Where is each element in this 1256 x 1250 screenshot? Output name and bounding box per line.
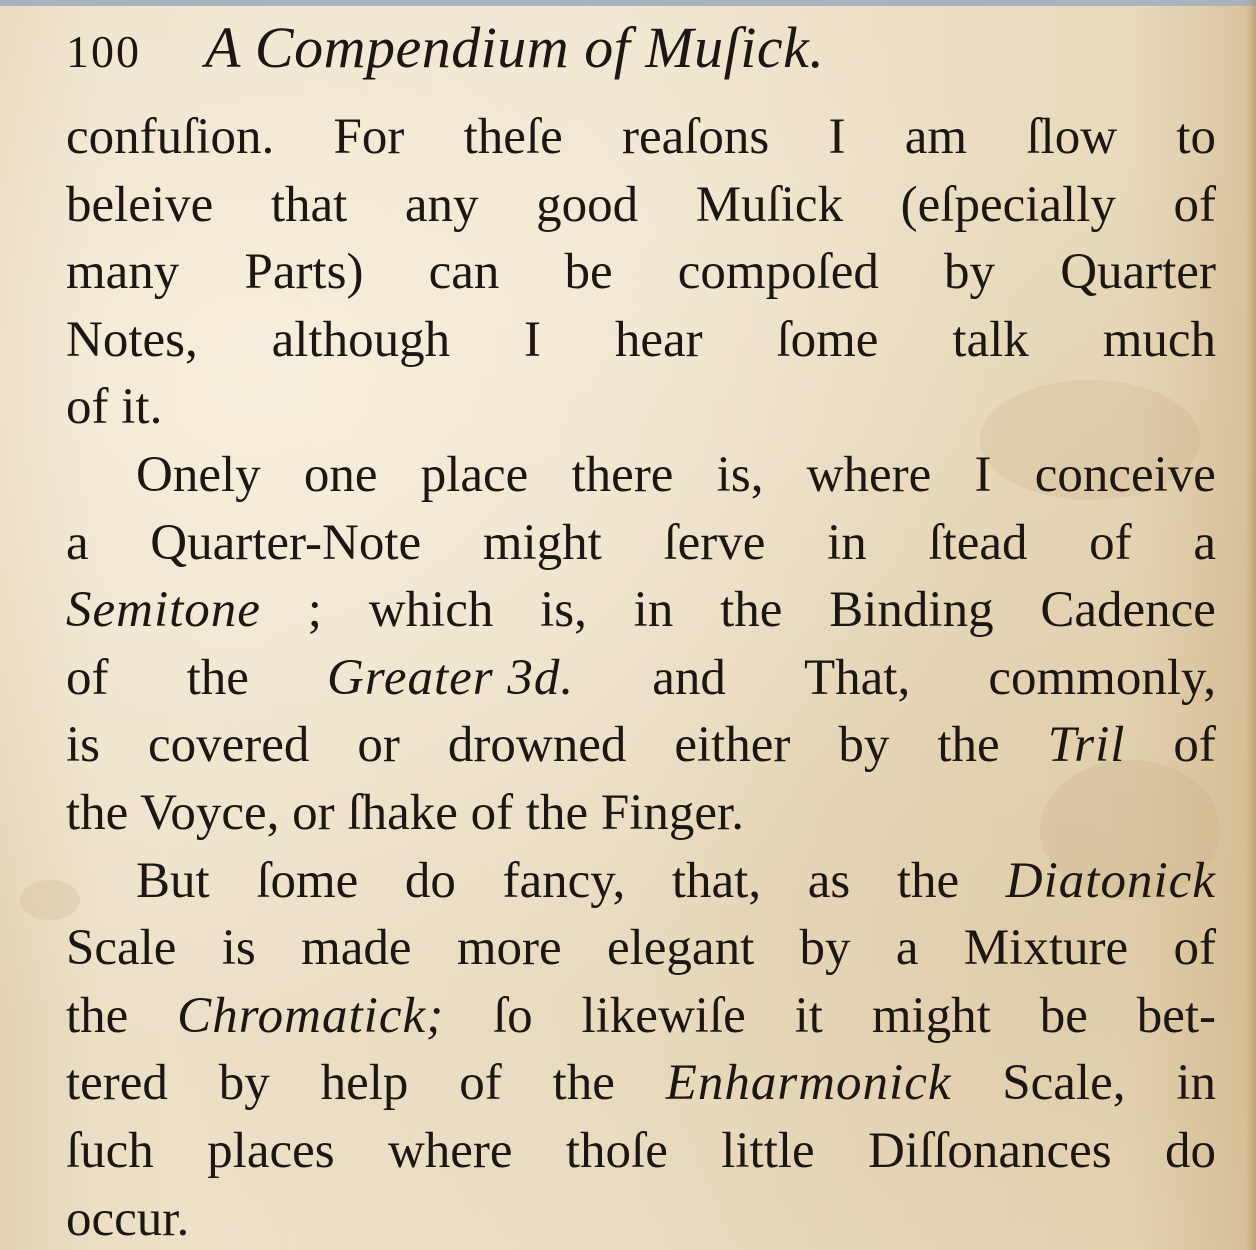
word: ; <box>307 582 322 639</box>
word: or <box>357 717 400 774</box>
word: ſlow <box>1026 109 1118 165</box>
word: Tril <box>1047 717 1126 774</box>
word: fancy, <box>502 852 626 909</box>
text-line <box>66 577 1216 645</box>
text-line <box>66 307 1216 375</box>
word: of <box>459 1055 502 1112</box>
word: is <box>221 920 256 977</box>
word: Scale <box>66 920 177 977</box>
word: a <box>66 514 89 571</box>
word: conceive <box>1034 446 1216 503</box>
word: might <box>871 987 991 1044</box>
text-line <box>66 104 1216 172</box>
word: ſtead <box>928 514 1028 571</box>
word: For <box>333 109 405 165</box>
word: Diſſonances <box>868 1122 1112 1179</box>
word: I <box>828 109 846 165</box>
word: that <box>270 176 348 233</box>
word: bet- <box>1136 987 1216 1044</box>
word: Quarter <box>1060 244 1216 301</box>
running-head: A Compendium of Muſick. <box>205 15 825 80</box>
word: Onely <box>136 446 261 503</box>
word: That, <box>804 649 911 706</box>
word: compoſed <box>677 244 879 301</box>
word: Greater 3d. <box>327 649 575 706</box>
word: covered <box>148 717 310 774</box>
word: which <box>368 582 494 639</box>
word: Cadence <box>1040 582 1216 639</box>
word: hear <box>614 311 703 368</box>
word: the <box>186 649 249 706</box>
word: theſe <box>463 109 563 165</box>
word: ſerve <box>663 514 766 571</box>
word: likewiſe <box>581 987 746 1044</box>
word: But <box>136 852 210 909</box>
word: little <box>721 1122 815 1179</box>
word: be <box>1039 987 1088 1044</box>
text-line <box>66 510 1216 578</box>
word: do <box>1164 1122 1216 1179</box>
word: although <box>271 311 451 368</box>
word: the Voyce, or ſhake of the Finger. <box>66 784 744 841</box>
word: ſome <box>256 852 359 909</box>
word: of <box>1173 920 1216 977</box>
word: be <box>564 244 613 301</box>
word: places <box>207 1122 335 1179</box>
word: by <box>218 1055 270 1112</box>
word: reaſons <box>622 109 770 165</box>
text-line <box>66 915 1216 983</box>
word: made <box>301 920 412 977</box>
word: the <box>937 717 1000 774</box>
word: it <box>794 987 823 1044</box>
page-gutter-shadow <box>1246 0 1256 1250</box>
text-line <box>66 712 1216 780</box>
word: that, <box>671 852 762 909</box>
word: beleive <box>66 176 214 233</box>
word: I <box>523 311 541 368</box>
text-line <box>66 645 1216 713</box>
word: Binding <box>829 582 994 639</box>
word: by <box>838 717 890 774</box>
word: of <box>1089 514 1132 571</box>
word: tered <box>66 1055 168 1112</box>
word: a <box>895 920 919 977</box>
word: good <box>536 176 639 233</box>
word: any <box>404 176 479 233</box>
word: of <box>1173 717 1216 774</box>
word: Mixture <box>963 920 1129 977</box>
word: in <box>633 582 674 639</box>
text-line <box>66 1118 1216 1186</box>
text-line <box>66 374 1216 442</box>
word: occur. <box>66 1190 190 1247</box>
word: where <box>806 446 932 503</box>
word: is, <box>716 446 764 503</box>
page-number: 100 <box>66 26 141 77</box>
word: ſome <box>776 311 879 368</box>
word: of <box>1173 176 1216 233</box>
word: the <box>896 852 960 909</box>
text-line <box>66 983 1216 1051</box>
word: in <box>827 514 867 571</box>
word: of it. <box>66 379 163 436</box>
word: either <box>674 717 791 774</box>
text-line <box>66 1050 1216 1118</box>
text-line <box>66 780 1216 848</box>
word: drowned <box>447 717 627 774</box>
word: many <box>66 244 180 301</box>
word: where <box>387 1122 513 1179</box>
word: by <box>799 920 851 977</box>
word: by <box>944 244 996 301</box>
word: can <box>428 244 500 301</box>
word: confuſion. <box>66 109 275 165</box>
text-line <box>66 442 1216 510</box>
word: much <box>1102 311 1216 368</box>
text-line <box>66 848 1216 916</box>
word: help <box>320 1055 409 1112</box>
word: Scale, <box>1002 1055 1126 1112</box>
word: is, <box>540 582 587 639</box>
word: and <box>652 649 726 706</box>
word: commonly, <box>988 649 1216 706</box>
word: talk <box>952 311 1029 368</box>
word: Parts) <box>244 244 364 301</box>
word: Notes, <box>66 311 198 368</box>
word: in <box>1176 1055 1216 1112</box>
word: the <box>720 582 783 639</box>
page-header <box>66 14 1216 94</box>
word: Semitone <box>66 582 261 639</box>
word: one <box>303 446 378 503</box>
word: (eſpecially <box>900 176 1116 233</box>
word: Muſick <box>695 176 844 233</box>
word: there <box>571 446 674 503</box>
text-line <box>66 172 1216 240</box>
word: ſo <box>492 987 533 1044</box>
text-line <box>66 1186 1216 1250</box>
word: am <box>904 109 968 165</box>
word: the <box>66 987 129 1044</box>
word: Quarter-Note <box>150 514 422 571</box>
word: Chromatick; <box>177 987 445 1044</box>
word: Enharmonick <box>665 1055 952 1112</box>
word: more <box>456 920 562 977</box>
word: I <box>974 446 992 503</box>
word: thoſe <box>565 1122 668 1179</box>
word: the <box>552 1055 615 1112</box>
word: as <box>807 852 851 909</box>
body-text <box>66 104 1216 1250</box>
word: place <box>420 446 529 503</box>
text-line <box>66 239 1216 307</box>
word: Diatonick <box>1005 852 1216 909</box>
word: do <box>404 852 456 909</box>
word: is <box>66 717 101 774</box>
word: elegant <box>606 920 755 977</box>
word: a <box>1193 514 1216 571</box>
word: to <box>1176 109 1216 165</box>
word: ſuch <box>66 1122 154 1179</box>
word: of <box>66 649 109 706</box>
scan-top-edge <box>0 0 1256 6</box>
word: might <box>482 514 602 571</box>
